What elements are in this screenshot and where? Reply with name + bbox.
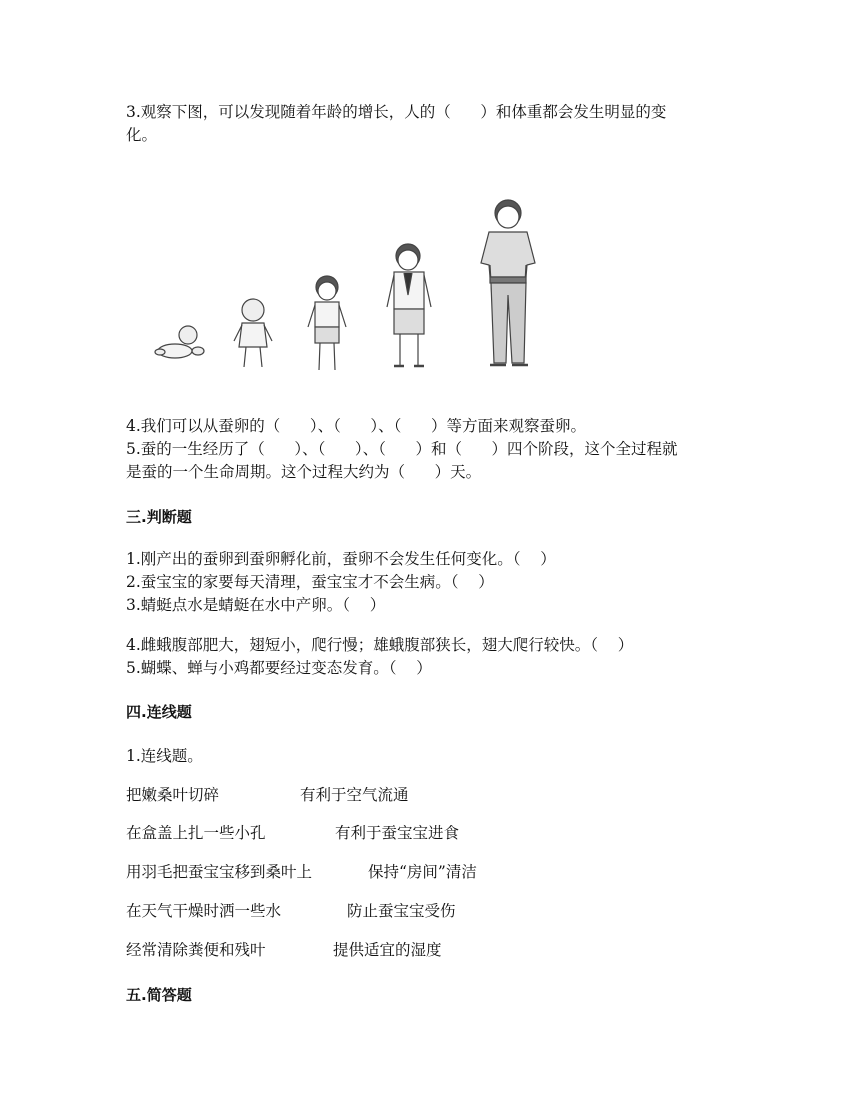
matching-right-3: 保持“房间”清洁 (368, 863, 477, 881)
q5-line2: 是蚕的一个生命周期。这个过程大约为（ ）天。 (126, 463, 482, 481)
matching-left-2: 在盒盖上扎一些小孔 (126, 824, 266, 842)
q3-line1: 3.观察下图，可以发现随着年龄的增长，人的（ ）和体重都会发生明显的变 (126, 103, 667, 121)
boy-figure (387, 244, 431, 366)
crawling-baby-figure (155, 326, 204, 358)
matching-left-3: 用羽毛把蚕宝宝移到桑叶上 (126, 863, 313, 881)
q4-text: 4.我们可以从蚕卵的（ ）、（ ）、（ ）等方面来观察蚕卵。 (126, 417, 586, 435)
matching-right-2: 有利于蚕宝宝进食 (335, 824, 460, 842)
matching-left-4: 在天气干燥时洒一些水 (126, 902, 282, 920)
matching-right-5: 提供适宜的湿度 (333, 941, 442, 959)
judge-item-3: 3.蜻蜓点水是蜻蜓在水中产卵。（ ） (126, 596, 386, 614)
judge-item-5: 5.蝴蝶、蝉与小鸡都要经过变态发育。（ ） (126, 659, 432, 677)
section4-title: 四.连线题 (126, 703, 192, 721)
q3-line2: 化。 (126, 126, 158, 144)
child-figure (308, 276, 346, 370)
section3-title: 三.判断题 (126, 508, 192, 526)
matching-right-4: 防止蚕宝宝受伤 (347, 902, 456, 920)
judge-item-1: 1.刚产出的蚕卵到蚕卵孵化前，蚕卵不会发生任何变化。（ ） (126, 550, 556, 568)
section5-title: 五.简答题 (126, 986, 192, 1004)
adult-figure (481, 200, 535, 365)
judge-item-2: 2.蚕宝宝的家要每天清理，蚕宝宝才不会生病。（ ） (126, 573, 494, 591)
matching-left-5: 经常清除粪便和残叶 (126, 941, 266, 959)
q5-line1: 5.蚕的一生经历了（ ）、（ ）、（ ）和（ ）四个阶段，这个全过程就 (126, 440, 678, 458)
growth-stages-illustration (150, 195, 560, 375)
judge-item-4: 4.雌蛾腹部肥大，翅短小，爬行慢；雄蛾腹部狭长，翅大爬行较快。（ ） (126, 636, 634, 654)
matching-left-1: 把嫩桑叶切碎 (126, 786, 220, 804)
toddler-figure (234, 299, 272, 367)
matching-right-1: 有利于空气流通 (300, 786, 409, 804)
matching-intro: 1.连线题。 (126, 747, 203, 765)
